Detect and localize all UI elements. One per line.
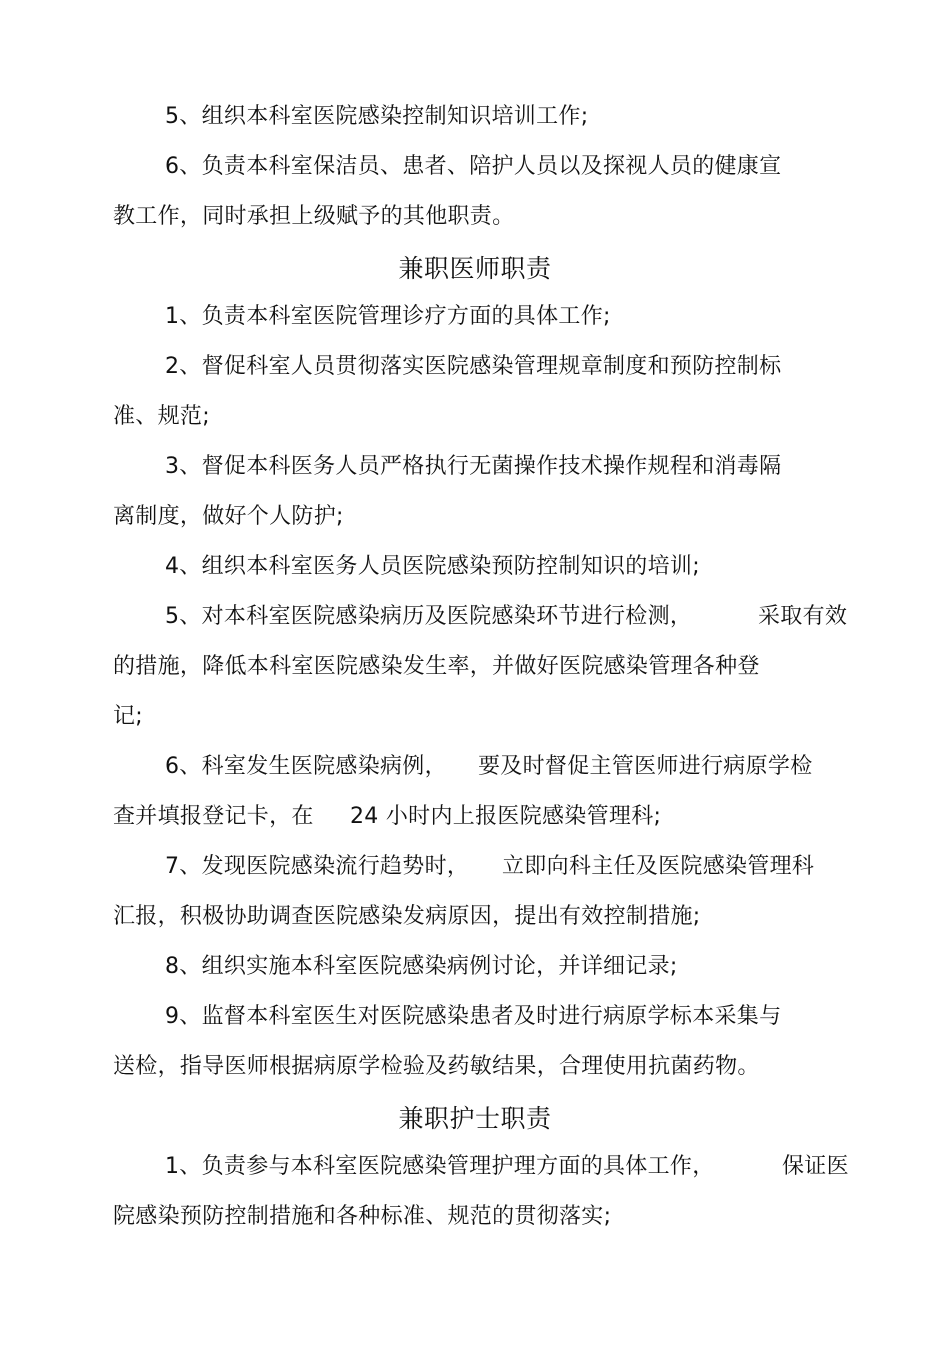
doctor-duty-5-part1: 5、对本科室医院感染病历及医院感染环节进行检测， xyxy=(165,604,693,629)
doctor-duty-9-part2: 送检，指导医师根据病原学检验及药敏结果，合理使用抗菌药物。 xyxy=(113,1054,760,1079)
doctor-duty-8: 8、组织实施本科室医院感染病例讨论，并详细记录; xyxy=(165,954,678,979)
doctor-duty-2-part2: 准、规范; xyxy=(113,404,210,429)
section-title-nurse: 兼职护士职责 xyxy=(398,1104,552,1133)
doctor-duty-3-part1: 3、督促本科医务人员严格执行无菌操作技术操作规程和消毒隔 xyxy=(165,454,782,479)
doctor-duty-2-part1: 2、督促科室人员贯彻落实医院感染管理规章制度和预防控制标 xyxy=(165,354,782,379)
doctor-duty-5-part2: 的措施，降低本科室医院感染发生率，并做好医院感染管理各种登 xyxy=(113,654,760,679)
doctor-duty-3-part2: 离制度，做好个人防护; xyxy=(113,504,344,529)
doctor-duty-9-part1: 9、监督本科室医生对医院感染患者及时进行病原学标本采集与 xyxy=(165,1004,782,1029)
doctor-duty-6-part1-tail: 要及时督促主管医师进行病原学检 xyxy=(478,754,813,779)
doctor-duty-5-part3: 记; xyxy=(113,704,144,729)
nurse-duty-1-part2: 院感染预防控制措施和各种标准、规范的贯彻落实; xyxy=(113,1204,612,1229)
doctor-duty-6-part1: 6、科室发生医院感染病例， xyxy=(165,754,447,779)
doctor-duty-7-part2: 汇报，积极协助调查医院感染发病原因，提出有效控制措施; xyxy=(113,904,701,929)
nurse-duty-1-part1-tail: 保证医 xyxy=(782,1154,849,1179)
doctor-duty-7-part1: 7、发现医院感染流行趋势时， xyxy=(165,854,470,879)
doctor-duty-7-part1-tail: 立即向科主任及医院感染管理科 xyxy=(502,854,815,879)
doctor-duty-5-part1-tail: 采取有效 xyxy=(758,604,848,629)
doctor-duty-6-part2-tail: 24 小时内上报医院感染管理科; xyxy=(350,804,662,829)
duty-line-6-part2: 教工作，同时承担上级赋予的其他职责。 xyxy=(113,204,515,229)
nurse-duty-1-part1: 1、负责参与本科室医院感染管理护理方面的具体工作， xyxy=(165,1154,715,1179)
doctor-duty-4: 4、组织本科室医务人员医院感染预防控制知识的培训; xyxy=(165,554,700,579)
section-title-doctor: 兼职医师职责 xyxy=(398,254,552,283)
doctor-duty-6-part2: 查并填报登记卡，在 xyxy=(113,804,314,829)
duty-line-5: 5、组织本科室医院感染控制知识培训工作; xyxy=(165,104,589,129)
doctor-duty-1: 1、负责本科室医院管理诊疗方面的具体工作; xyxy=(165,304,611,329)
duty-line-6-part1: 6、负责本科室保洁员、患者、陪护人员以及探视人员的健康宣 xyxy=(165,154,782,179)
